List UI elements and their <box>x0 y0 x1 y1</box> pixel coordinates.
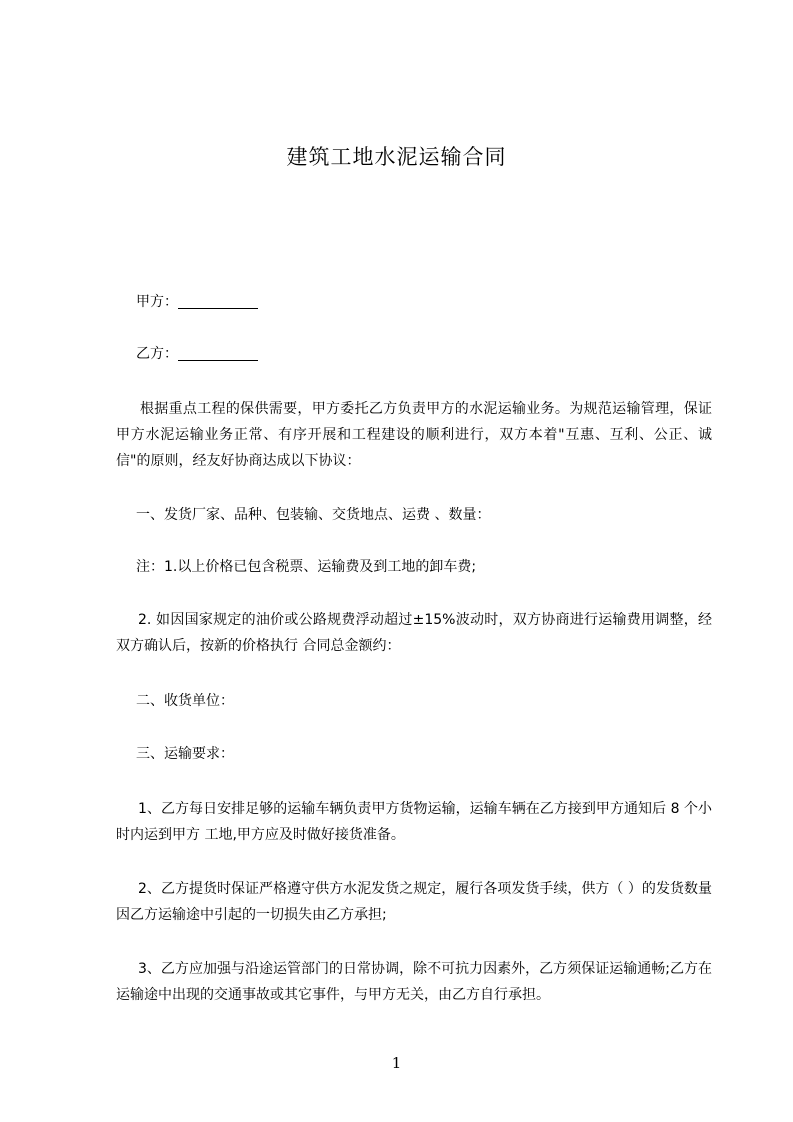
requirement-2: 2、乙方提货时保证严格遵守供方水泥发货之规定，履行各项发货手续，供方（ ）的发货数量因乙方运输途中引起的一切损失由乙方承担; <box>116 881 712 923</box>
party-a-blank <box>178 293 258 309</box>
party-a-label: 甲方： <box>136 294 178 310</box>
requirement-3: 3、乙方应加强与沿途运管部门的日常协调，除不可抗力因素外，乙方须保证运输通畅;乙方在运输途中出现的交通事故或其它事件，与甲方无关，由乙方自行承担。 <box>116 961 712 1003</box>
section-1-heading: 一、发货厂家、品种、包装输、交货地点、运费 、数量： <box>136 507 491 523</box>
party-a-line <box>136 289 736 315</box>
requirement-1: 1、乙方每日安排足够的运输车辆负责甲方货物运输，运输车辆在乙方接到甲方通知后 8 个小时内运到甲方 工地,甲方应及时做好接货准备。 <box>116 801 712 843</box>
note-2: 2. 如因国家规定的油价或公路规费浮动超过±15%波动时，双方协商进行运输费用调整，经双方确认后，按新的价格执行 合同总金额约： <box>116 612 712 654</box>
party-b-line <box>136 341 736 367</box>
note-1: 注：1.以上价格已包含税票、运输费及到工地的卸车费; <box>136 559 477 575</box>
page-number: 1 <box>391 1054 402 1072</box>
page-title: 建筑工地水泥运输合同 <box>286 145 507 169</box>
party-b-label: 乙方： <box>136 346 178 362</box>
section-2-heading: 二、收货单位： <box>136 693 234 709</box>
section-3-heading: 三、运输要求： <box>136 746 234 762</box>
party-b-blank <box>178 345 258 361</box>
intro-paragraph: 根据重点工程的保供需要，甲方委托乙方负责甲方的水泥运输业务。为规范运输管理，保证甲方水泥运输业务正常、有序开展和工程建设的顺利进行，双方本着"互惠、互利、公正、诚信"的原则，经友好协商达成以下协议： <box>116 401 712 469</box>
